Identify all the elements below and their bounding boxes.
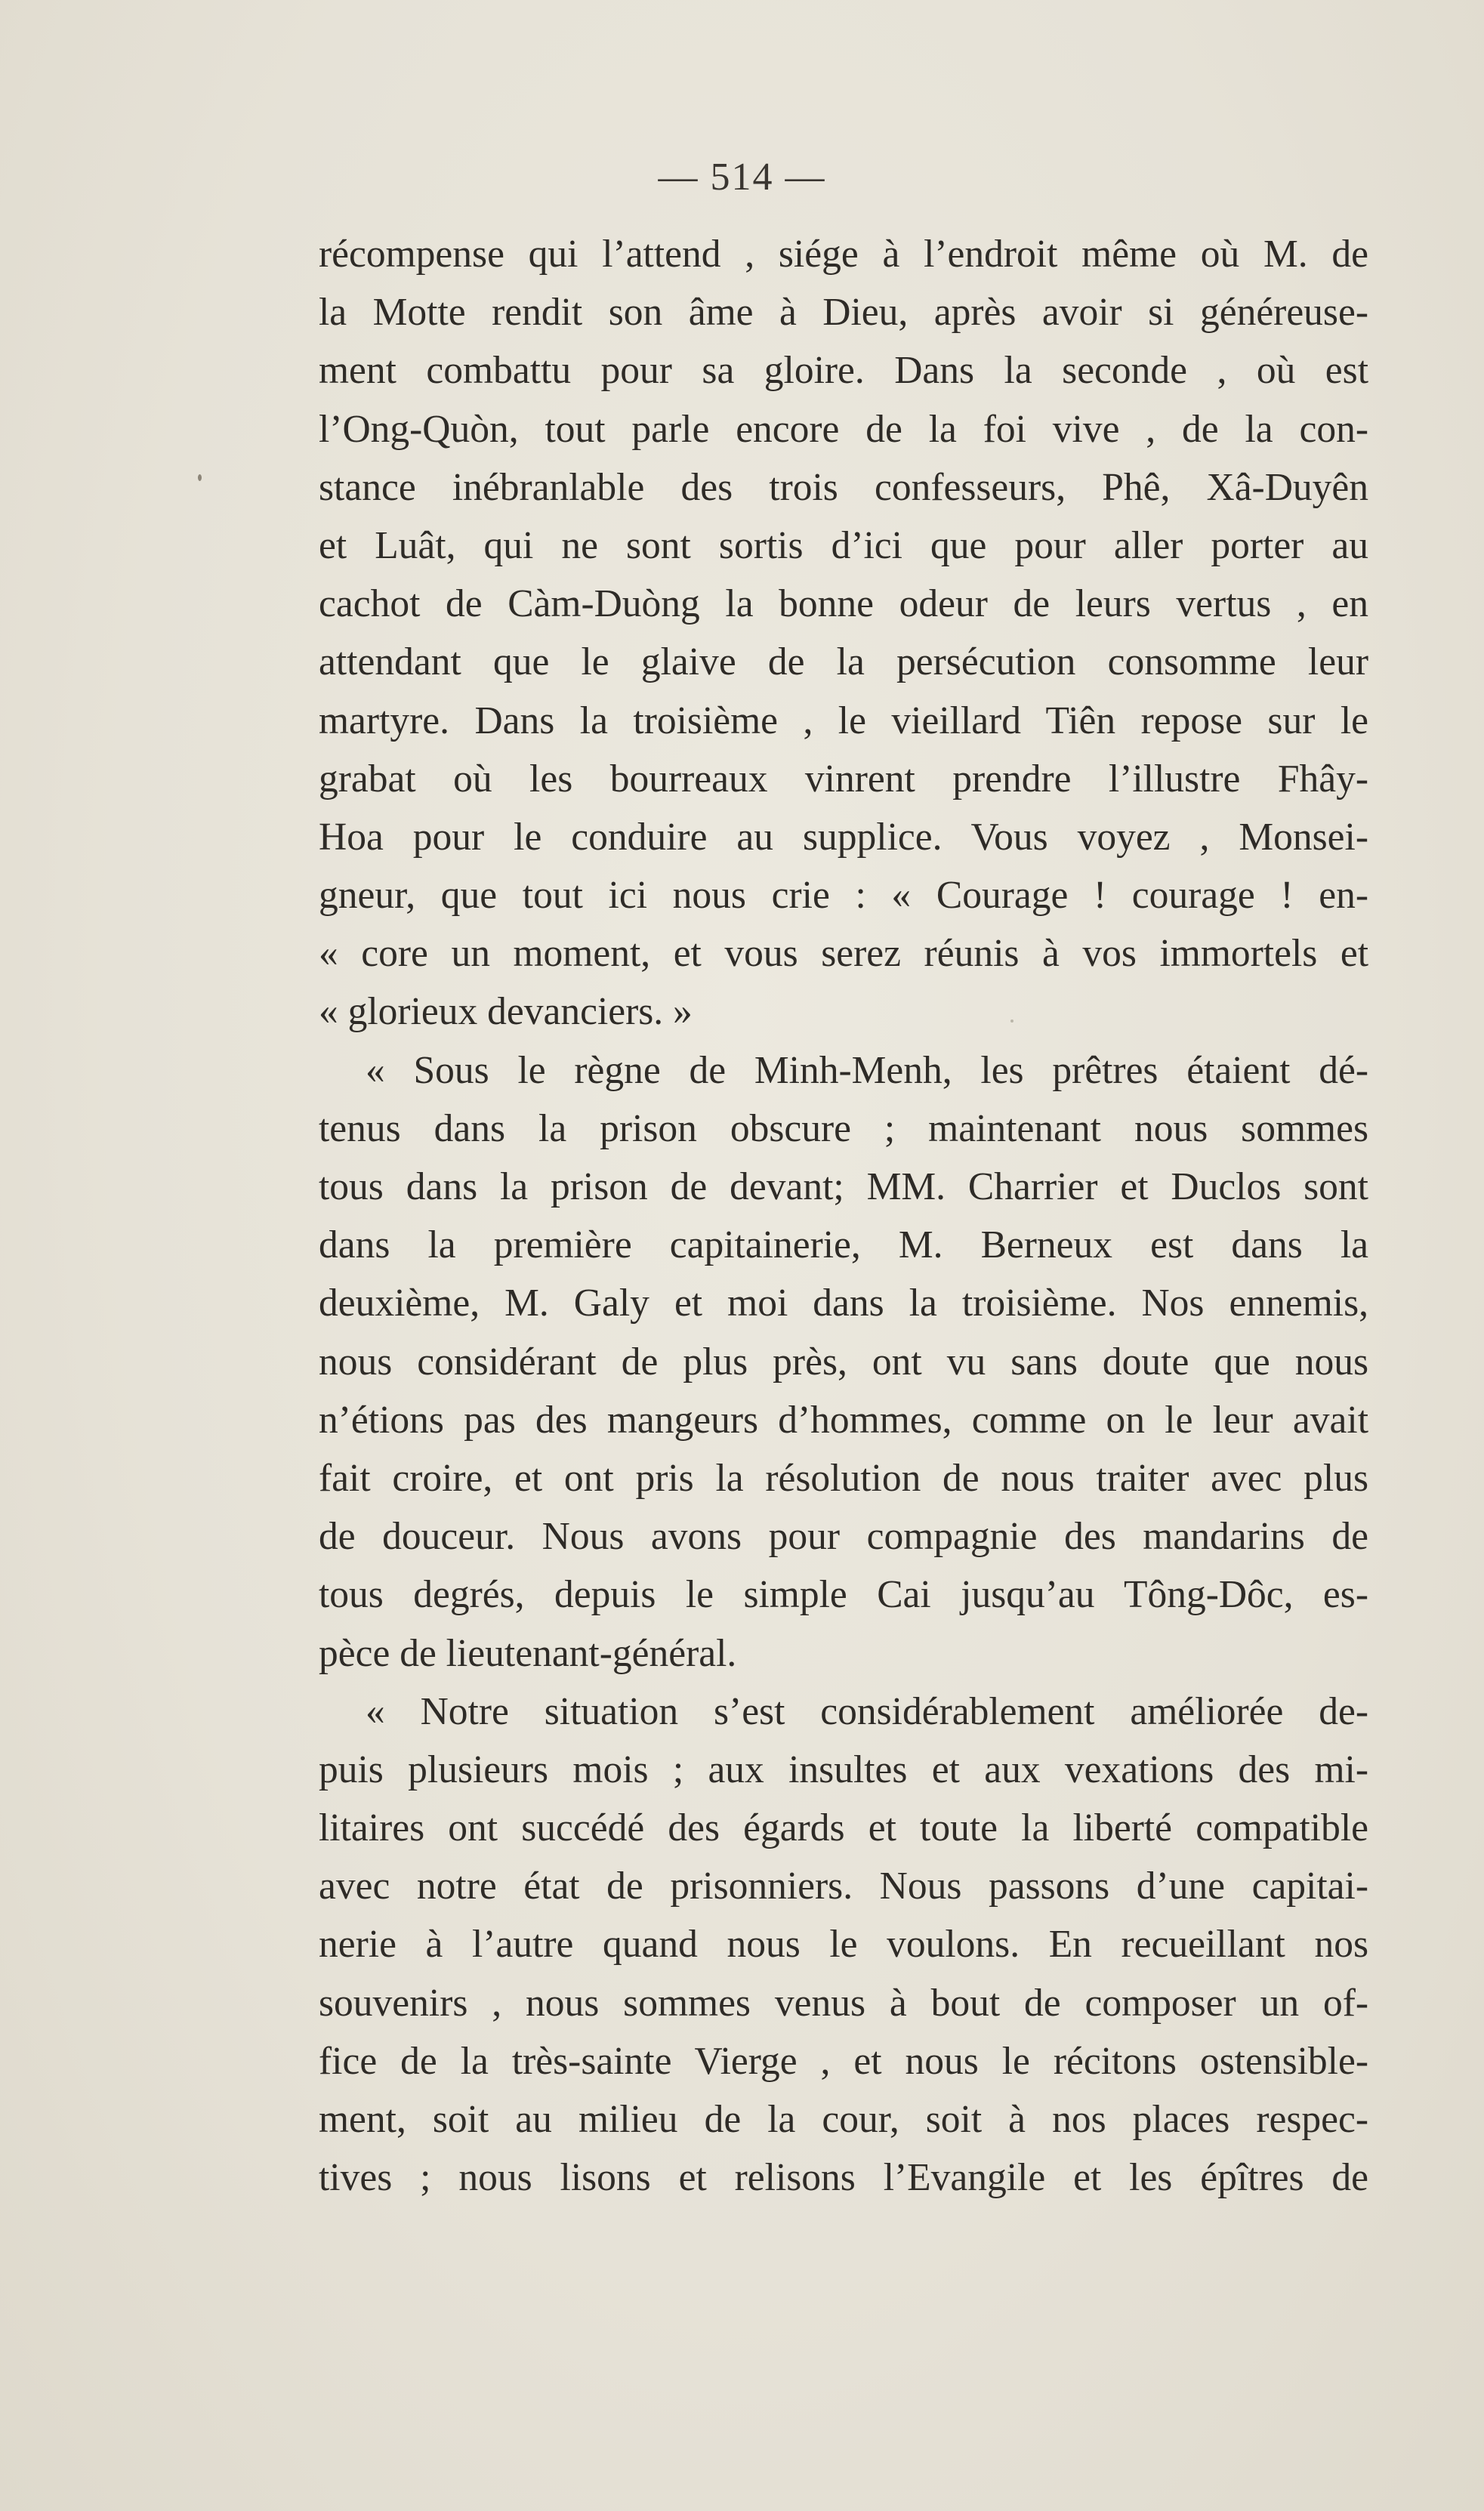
page-number: — 514 — bbox=[658, 156, 826, 199]
text-line: « glorieux devanciers. » bbox=[319, 990, 693, 1034]
text-line: nerie à l’autre quand nous le voulons. En recueillant nos bbox=[319, 1923, 1368, 1967]
text-line: ment combattu pour sa gloire. Dans la seconde , où est bbox=[319, 349, 1368, 393]
text-line: fice de la très-sainte Vierge , et nous le récitons ostensible- bbox=[319, 2039, 1368, 2083]
text-line: tous dans la prison de devant; MM. Charrier et Duclos sont bbox=[319, 1165, 1368, 1208]
text-line: souvenirs , nous sommes venus à bout de composer un of- bbox=[319, 1981, 1368, 2025]
text-line: ment, soit au milieu de la cour, soit à nos places respec- bbox=[319, 2098, 1368, 2141]
text-line: tous degrés, depuis le simple Cai jusqu’au Tông-Dôc, es- bbox=[319, 1573, 1368, 1617]
text-line: litaires ont succédé des égards et toute la liberté compatible bbox=[319, 1806, 1368, 1850]
text-line: attendant que le glaive de la persécution consomme leur bbox=[319, 640, 1368, 684]
text-line: Hoa pour le conduire au supplice. Vous voyez , Monsei- bbox=[319, 815, 1368, 859]
text-line: et Luât, qui ne sont sortis d’ici que pour aller porter au bbox=[319, 523, 1368, 567]
paper-speck bbox=[198, 474, 202, 481]
text-line: de douceur. Nous avons pour compagnie des mandarins de bbox=[319, 1515, 1368, 1559]
text-line: dans la première capitainerie, M. Berneux est dans la bbox=[319, 1223, 1368, 1267]
text-line: stance inébranlable des trois confesseurs, Phê, Xâ-Duyên bbox=[319, 465, 1368, 509]
text-line: « core un moment, et vous serez réunis à vos immortels et bbox=[319, 932, 1368, 976]
text-line: grabat où les bourreaux vinrent prendre l’illustre Fhây- bbox=[319, 757, 1368, 800]
text-line: pèce de lieutenant-général. bbox=[319, 1631, 737, 1675]
text-line: cachot de Càm-Duòng la bonne odeur de leurs vertus , en bbox=[319, 582, 1368, 626]
text-line: martyre. Dans la troisième , le vieillard Tiên repose sur le bbox=[319, 699, 1368, 742]
text-line: l’Ong-Quòn, tout parle encore de la foi vive , de la con- bbox=[319, 407, 1368, 451]
body-text bbox=[319, 225, 1368, 2207]
paper-speck bbox=[1010, 1020, 1014, 1023]
text-line: tenus dans la prison obscure ; maintenant nous sommes bbox=[319, 1106, 1368, 1150]
text-line: tives ; nous lisons et relisons l’Evangile et les épîtres de bbox=[319, 2156, 1368, 2200]
text-line: la Motte rendit son âme à Dieu, après avoir si généreuse- bbox=[319, 291, 1368, 335]
text-line: « Notre situation s’est considérablement améliorée de- bbox=[366, 1689, 1368, 1733]
text-line: nous considérant de plus près, ont vu sans doute que nous bbox=[319, 1340, 1368, 1384]
text-line: avec notre état de prisonniers. Nous passons d’une capitai- bbox=[319, 1865, 1368, 1908]
text-line: deuxième, M. Galy et moi dans la troisième. Nos ennemis, bbox=[319, 1282, 1368, 1325]
text-line: récompense qui l’attend , siége à l’endroit même où M. de bbox=[319, 233, 1368, 276]
text-line: gneur, que tout ici nous crie : « Courage ! courage ! en- bbox=[319, 874, 1368, 918]
text-line: « Sous le règne de Minh-Menh, les prêtres étaient dé- bbox=[366, 1048, 1368, 1092]
text-line: fait croire, et ont pris la résolution de nous traiter avec plus bbox=[319, 1456, 1368, 1500]
text-line: n’étions pas des mangeurs d’hommes, comme on le leur avait bbox=[319, 1398, 1368, 1442]
text-line: puis plusieurs mois ; aux insultes et aux vexations des mi- bbox=[319, 1748, 1368, 1791]
